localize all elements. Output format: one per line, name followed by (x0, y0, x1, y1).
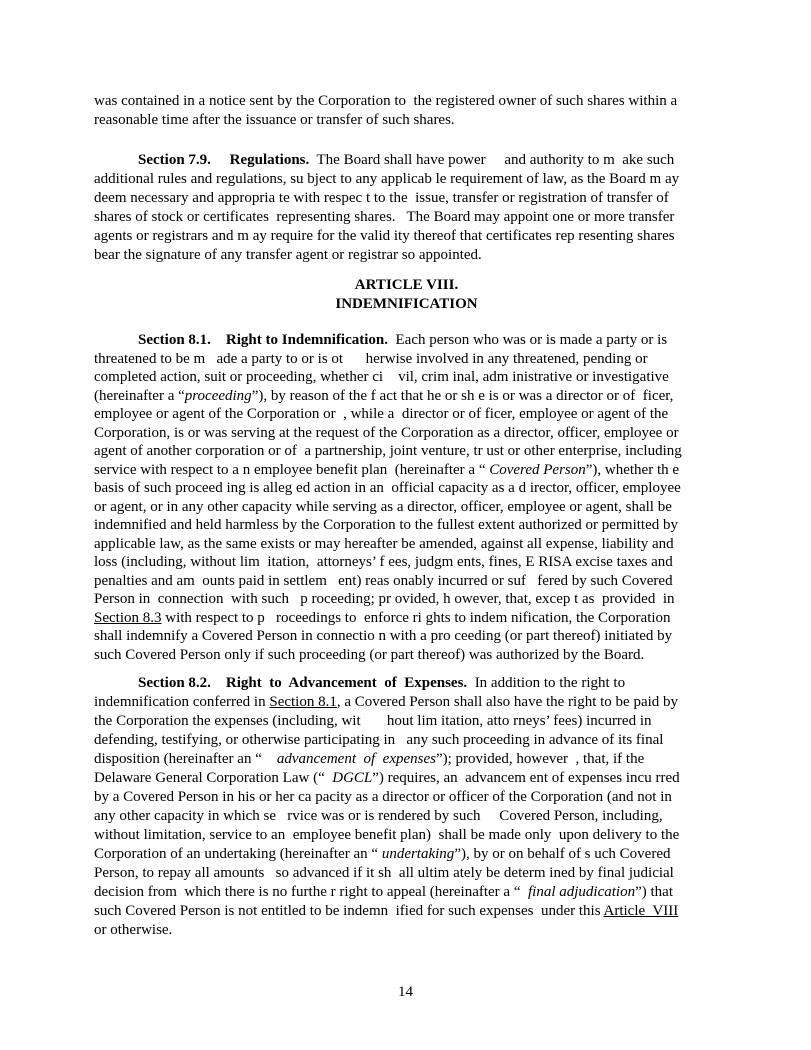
text-run: proceeding (184, 387, 252, 404)
text-run: disposition (hereinafter an “ (94, 751, 277, 767)
text-run: ”) that (635, 884, 673, 900)
text-line (94, 750, 744, 769)
document-body (94, 92, 744, 940)
text-run: indemnified and held harmless by the Corporation to the fullest extent authorized or permitted by (94, 517, 679, 533)
text-run: or agent, or in any other capacity while serving as a director, officer, employee or agent, shall be (94, 498, 672, 515)
text-run (211, 332, 226, 348)
text-line (94, 674, 744, 693)
text-run: additional rules and regulations, su bject to any applicab le requirement of law, as the Board m ay (94, 171, 680, 187)
text-line (94, 189, 744, 208)
text-line (94, 516, 744, 535)
text-run: ”) requires, an advancem ent of expenses incu rred (372, 770, 680, 786)
text-run: Right to Advancement of Expenses. (225, 675, 468, 691)
text-run: Regulations. (229, 152, 310, 168)
text-run: INDEMNIFICATION (335, 296, 478, 312)
text-line (94, 627, 744, 646)
text-run: Each person who was or is made a party or is (388, 332, 668, 348)
section-7-9-paragraph (94, 151, 744, 265)
text-line (94, 845, 744, 864)
text-line (94, 731, 744, 750)
cross-reference-text: Section 8.3 (94, 609, 162, 626)
text-run: (hereinafter a “ (94, 387, 185, 404)
text-run: penalties and am ounts paid in settlem ent) reas onably incurred or suf fered by such Covered (94, 572, 673, 589)
text-run: ”); provided, however , that, if the (435, 751, 645, 767)
text-run: ARTICLE VIII. (354, 277, 459, 293)
text-line (94, 92, 744, 111)
text-run: service with respect to a n employee benefit plan (hereinafter a “ (94, 461, 490, 478)
text-run: applicable law, as the same exists or may hereafter be amended, against all expense, liability and (94, 535, 674, 552)
text-run: reasonable time after the issuance or transfer of such shares. (94, 112, 455, 128)
text-run: by a Covered Person in his or her ca pacity as a director or officer of the Corporation (and not in (94, 789, 672, 805)
text-run: Person in connection with such p roceeding; pr ovided, h owever, that, excep t as provided in (94, 591, 675, 607)
text-run: indemnification conferred in (94, 694, 270, 710)
text-run: such Covered Person only if such proceeding (or part thereof) was authorized by the Board. (94, 646, 645, 663)
text-run: advancement of expenses (276, 751, 436, 767)
text-line (94, 331, 744, 350)
text-run: shall indemnify a Covered Person in connectio n with a pro ceeding (or part thereof) initiated by (94, 628, 673, 644)
text-run: undertaking (381, 846, 455, 862)
text-line (69, 276, 744, 295)
text-run: any other capacity in which se rvice was or is rendered by such Covered Person, including, (94, 808, 663, 824)
section-8-2-paragraph (94, 674, 744, 940)
text-line (94, 111, 744, 130)
text-run: employee or agent of the Corporation or , while a director or of ficer, employee or agent of the (94, 406, 669, 422)
text-line (94, 921, 744, 940)
text-line (94, 883, 744, 902)
text-run: decision from which there is no furthe r right to appeal (hereinafter a “ (94, 884, 528, 900)
text-line (94, 350, 744, 369)
text-run: loss (including, without lim itation, attorneys’ f ees, judgm ents, fines, E RISA excise taxes and (94, 554, 673, 570)
cross-reference-text: Section 8.1 (269, 694, 337, 710)
text-run: shares of stock or certificates representing shares. The Board may appoint one or more transfer (94, 209, 675, 225)
text-run: bear the signature of any transfer agent or registrar so appointed. (94, 247, 482, 263)
text-run: defending, testifying, or otherwise participating in any such proceeding in advance of its final (94, 732, 664, 748)
cross-reference-text: Article VIII (603, 903, 679, 919)
text-run: ”), by or on behalf of s uch Covered (454, 846, 671, 862)
text-line (94, 479, 744, 498)
text-run: DGCL (332, 770, 373, 786)
text-run: agent of another corporation or of a partnership, joint venture, tr ust or other enterprise, including (94, 443, 682, 459)
text-run: without limitation, service to an employee benefit plan) shall be made only upon delivery to the (94, 827, 680, 843)
text-run: , a Covered Person shall also have the right to be paid by (336, 694, 679, 710)
text-line (94, 227, 744, 246)
text-run: Section 8.1. (138, 332, 211, 348)
text-line (94, 693, 744, 712)
text-line (94, 553, 744, 572)
text-run: Corporation of an undertaking (hereinafter an “ (94, 846, 382, 862)
text-run: Section 7.9. (138, 152, 211, 168)
text-run: basis of such proceed ing is alleg ed action in an official capacity as a d irector, officer, employee (94, 480, 681, 496)
text-run (211, 152, 230, 168)
text-run: the Corporation the expenses (including, wit hout lim itation, atto rneys’ fees) incurred in (94, 713, 652, 729)
section-8-1-paragraph (94, 331, 744, 664)
text-line (94, 769, 744, 788)
text-line (94, 170, 744, 189)
text-run: threatened to be m ade a party to or is ot herwise involved in any threatened, pending or (94, 350, 648, 367)
text-line (94, 368, 744, 387)
text-run: deem necessary and appropria te with respec t to the issue, transfer or registration of transfer of (94, 190, 669, 206)
text-run: The Board shall have power and authority to m ake such (309, 152, 675, 168)
paragraph-shares-notice (94, 92, 744, 130)
page-number: 14 (398, 984, 413, 1000)
text-line (69, 295, 744, 314)
text-run: Right to Indemnification. (225, 332, 389, 348)
text-run: In addition to the right to (467, 675, 626, 691)
text-run: Covered Person (489, 461, 586, 478)
article-viii-heading (69, 276, 744, 314)
text-line (94, 826, 744, 845)
text-run: final adjudication (528, 884, 636, 900)
text-run: Person, to repay all amounts so advanced if it sh all ultim ately be determ ined by final judicial (94, 865, 674, 881)
text-run: or otherwise. (94, 922, 173, 938)
text-run: was contained in a notice sent by the Corporation to the registered owner of such shares within a (94, 93, 678, 109)
text-run: agents or registrars and m ay require for the valid ity thereof that certificates rep resenting shares (94, 228, 675, 244)
text-run: Section 8.2. (138, 675, 211, 691)
text-run: completed action, suit or proceeding, whether ci vil, crim inal, adm inistrative or investigative (94, 369, 669, 385)
text-run (211, 675, 226, 691)
text-line (94, 498, 744, 517)
text-run: ”), by reason of the f act that he or sh e is or was a director or of ficer, (251, 387, 674, 404)
text-line (94, 646, 744, 665)
text-line (94, 246, 744, 265)
text-line (94, 902, 744, 921)
text-line (94, 712, 744, 731)
text-line (94, 864, 744, 883)
text-line (94, 442, 744, 461)
text-line (94, 405, 744, 424)
text-line (94, 535, 744, 554)
text-run: Delaware General Corporation Law (“ (94, 770, 333, 786)
text-run: such Covered Person is not entitled to be indemn ified for such expenses under this (94, 903, 604, 919)
text-line (94, 208, 744, 227)
text-line (94, 151, 744, 170)
text-line (94, 590, 744, 609)
text-line (94, 424, 744, 443)
text-line (94, 788, 744, 807)
text-line (94, 572, 744, 591)
text-line (94, 609, 744, 628)
text-line (94, 807, 744, 826)
text-run: ”), whether th e (585, 461, 680, 478)
text-run: Corporation, is or was serving at the request of the Corporation as a director, officer, employee or (94, 424, 679, 441)
text-run: with respect to p roceedings to enforce ri ghts to indem nification, the Corporation (161, 609, 671, 626)
text-line (94, 461, 744, 480)
text-line (94, 387, 744, 406)
